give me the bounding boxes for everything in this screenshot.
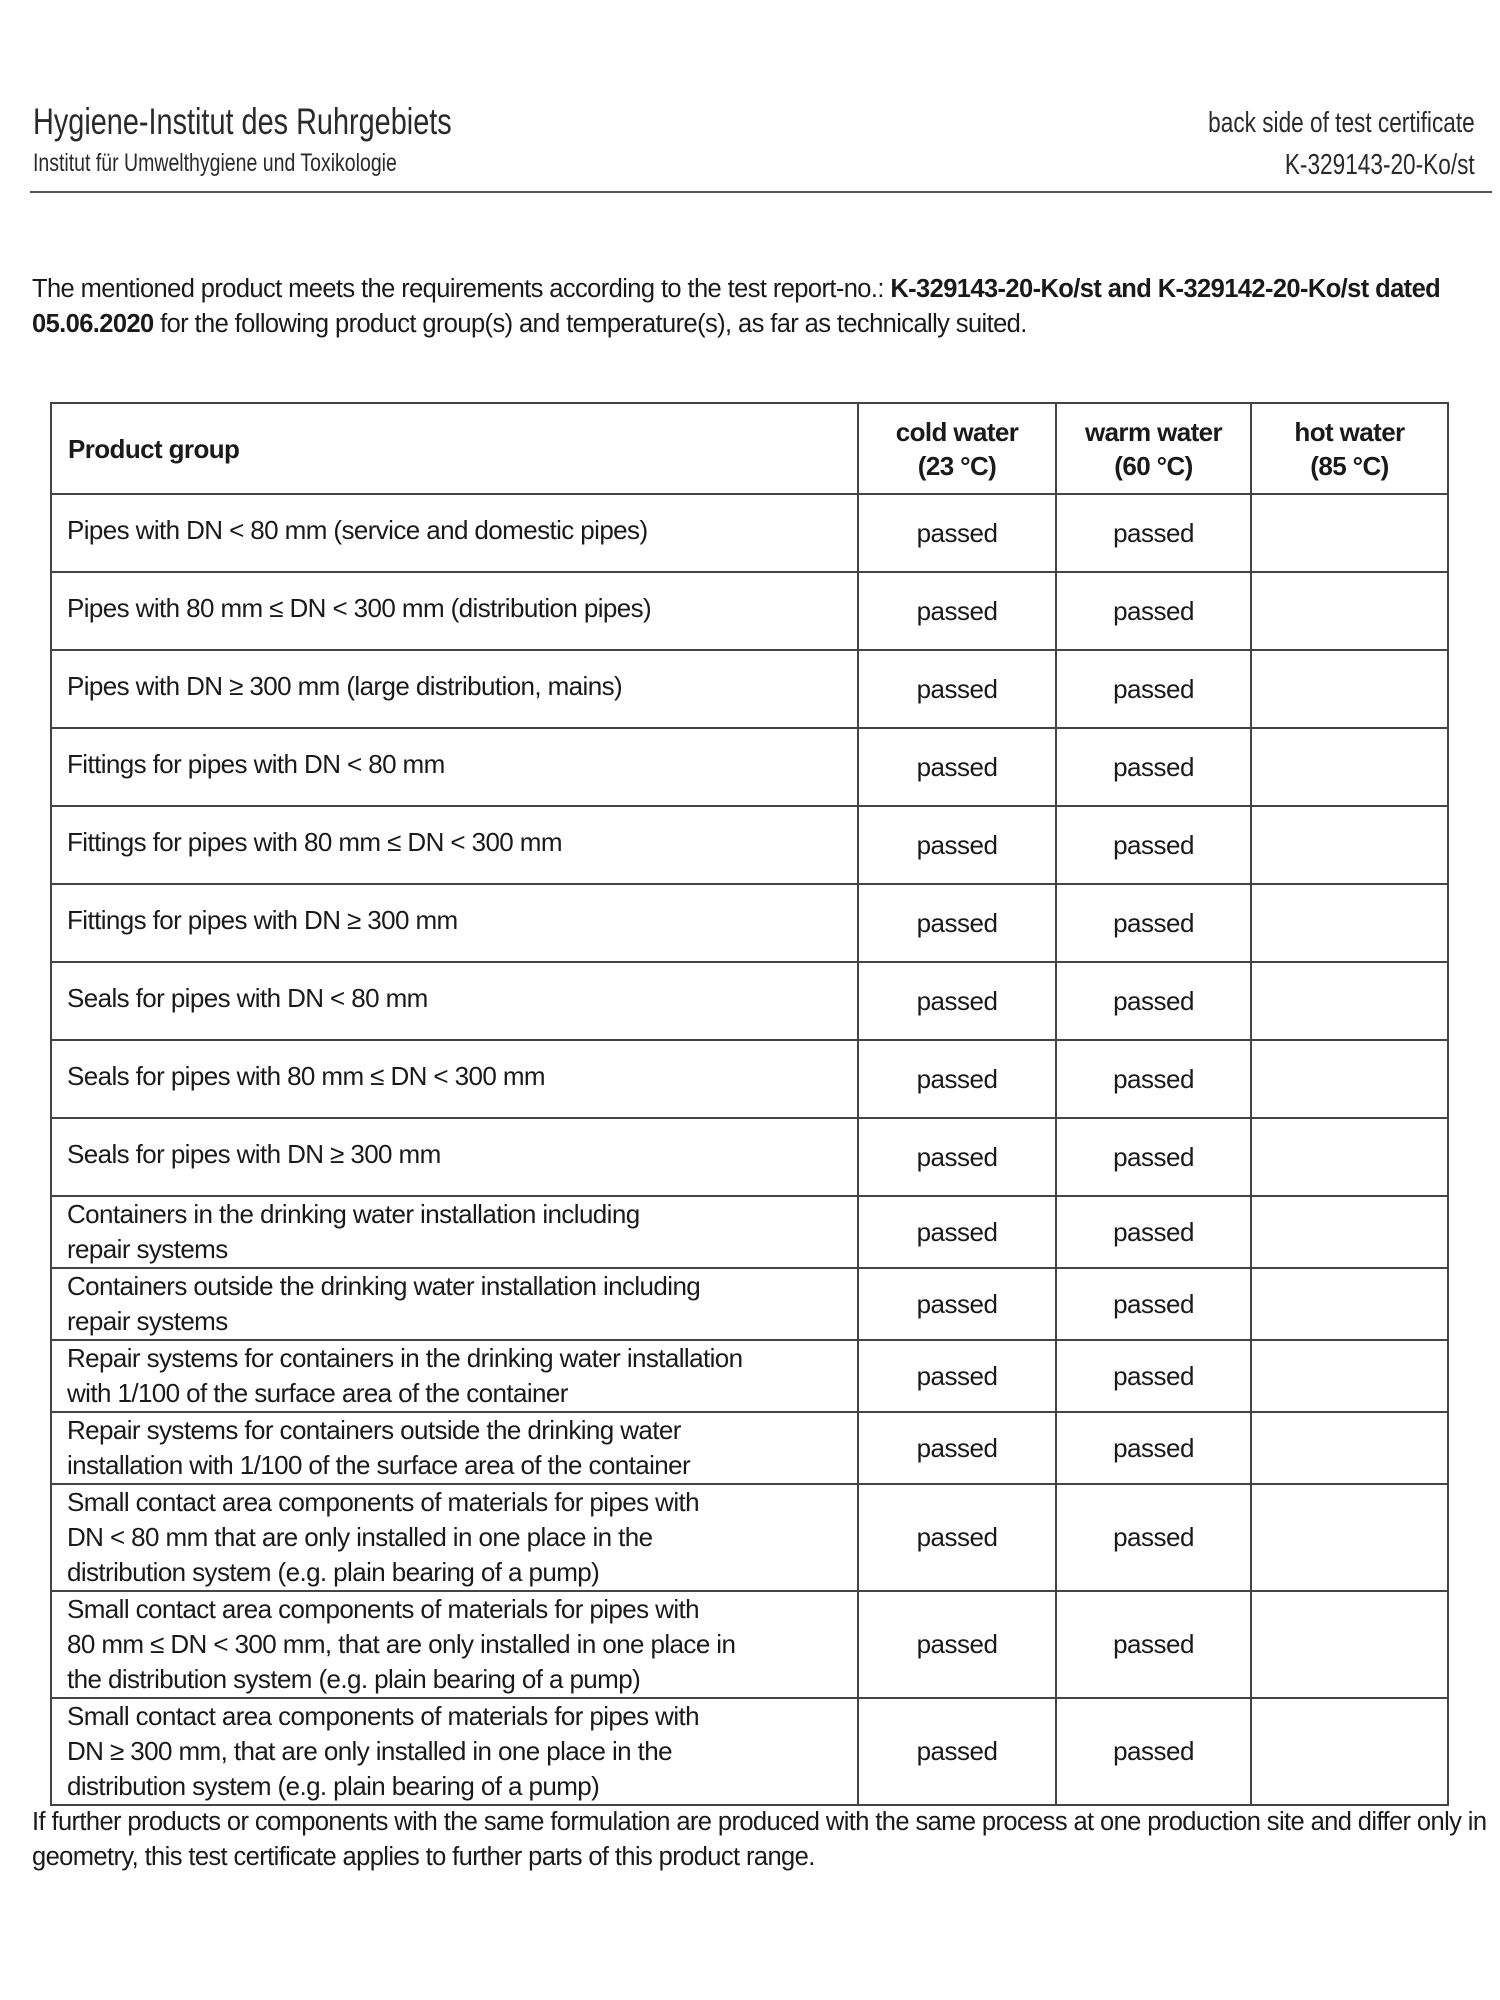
warm-water-result-cell: passed bbox=[1056, 884, 1251, 962]
document-header-left bbox=[33, 100, 570, 178]
warm-water-result-cell: passed bbox=[1056, 1118, 1251, 1196]
product-group-cell: Pipes with DN < 80 mm (service and domestic pipes) bbox=[51, 494, 858, 572]
table-row bbox=[51, 806, 1448, 884]
cold-water-result-cell: passed bbox=[858, 1196, 1056, 1268]
product-group-line: DN < 80 mm that are only installed in one place in the bbox=[67, 1522, 653, 1552]
warm-water-result-cell: passed bbox=[1056, 1040, 1251, 1118]
intro-report-refs: K-329143-20-Ko/st and K-329142-20-Ko/st dated 05.06.2020 bbox=[32, 275, 1441, 338]
warm-water-result-cell: passed bbox=[1056, 962, 1251, 1040]
product-group-line: Repair systems for containers outside the drinking water bbox=[67, 1415, 681, 1445]
department-name: Institut für Umwelthygiene und Toxikologie bbox=[33, 149, 397, 177]
product-group-line: Repair systems for containers in the drinking water installation bbox=[67, 1343, 743, 1373]
cold-water-result-cell: passed bbox=[858, 572, 1056, 650]
institute-name: Hygiene-Institut des Ruhrgebiets bbox=[33, 101, 452, 142]
warm-water-result-cell: passed bbox=[1056, 806, 1251, 884]
table-row bbox=[51, 1340, 1448, 1412]
product-group-cell bbox=[51, 1698, 858, 1805]
product-group-cell: Pipes with DN ≥ 300 mm (large distribution, mains) bbox=[51, 650, 858, 728]
product-group-cell bbox=[51, 1591, 858, 1698]
cold-water-result-cell: passed bbox=[858, 728, 1056, 806]
product-group-line: distribution system (e.g. plain bearing of a pump) bbox=[67, 1771, 600, 1801]
product-group-line: 80 mm ≤ DN < 300 mm, that are only installed in one place in bbox=[67, 1629, 736, 1659]
hot-water-result-cell bbox=[1251, 1040, 1448, 1118]
hot-water-result-cell bbox=[1251, 806, 1448, 884]
table-row bbox=[51, 572, 1448, 650]
intro-paragraph bbox=[32, 272, 1492, 342]
table-row bbox=[51, 1591, 1448, 1698]
column-header-product-group: Product group bbox=[51, 403, 858, 494]
product-group-cell bbox=[51, 1268, 858, 1340]
table-row bbox=[51, 1268, 1448, 1340]
warm-water-result-cell: passed bbox=[1056, 572, 1251, 650]
hot-water-result-cell bbox=[1251, 1340, 1448, 1412]
product-group-line: the distribution system (e.g. plain bearing of a pump) bbox=[67, 1664, 641, 1694]
product-group-cell: Seals for pipes with DN ≥ 300 mm bbox=[51, 1118, 858, 1196]
product-group-cell: Fittings for pipes with 80 mm ≤ DN < 300 mm bbox=[51, 806, 858, 884]
product-group-line: distribution system (e.g. plain bearing of a pump) bbox=[67, 1557, 600, 1587]
table-row bbox=[51, 1118, 1448, 1196]
table-row bbox=[51, 962, 1448, 1040]
cold-water-result-cell: passed bbox=[858, 884, 1056, 962]
cold-water-result-cell: passed bbox=[858, 1340, 1056, 1412]
product-group-line: Containers outside the drinking water installation including bbox=[67, 1271, 701, 1301]
warm-water-result-cell: passed bbox=[1056, 1698, 1251, 1805]
cold-water-result-cell: passed bbox=[858, 962, 1056, 1040]
product-group-line: Small contact area components of materials for pipes with bbox=[67, 1701, 699, 1731]
hot-water-result-cell bbox=[1251, 1196, 1448, 1268]
cold-water-result-cell: passed bbox=[858, 1268, 1056, 1340]
cold-water-result-cell: passed bbox=[858, 1484, 1056, 1591]
table-row bbox=[51, 494, 1448, 572]
product-group-line: repair systems bbox=[67, 1234, 228, 1264]
table-row bbox=[51, 1484, 1448, 1591]
certificate-reference: K-329143-20-Ko/st bbox=[1285, 149, 1475, 181]
hot-water-result-cell bbox=[1251, 1412, 1448, 1484]
cold-water-result-cell: passed bbox=[858, 494, 1056, 572]
hot-water-result-cell bbox=[1251, 962, 1448, 1040]
table-row bbox=[51, 1196, 1448, 1268]
warm-water-result-cell: passed bbox=[1056, 494, 1251, 572]
product-group-cell bbox=[51, 1484, 858, 1591]
intro-text-before: The mentioned product meets the requirements according to the test report-no.: bbox=[32, 275, 891, 303]
product-group-cell: Seals for pipes with 80 mm ≤ DN < 300 mm bbox=[51, 1040, 858, 1118]
warm-water-result-cell: passed bbox=[1056, 1412, 1251, 1484]
warm-water-result-cell: passed bbox=[1056, 1268, 1251, 1340]
table-row bbox=[51, 1412, 1448, 1484]
header-divider bbox=[30, 191, 1492, 193]
table-row bbox=[51, 650, 1448, 728]
product-group-cell: Fittings for pipes with DN < 80 mm bbox=[51, 728, 858, 806]
product-group-line: Small contact area components of materials for pipes with bbox=[67, 1487, 699, 1517]
footer-paragraph: If further products or components with the same formulation are produced with the same process at one production site and differ only in geometry, this test certificate applies to further parts of this product range. bbox=[32, 1808, 1487, 1871]
product-group-line: Containers in the drinking water installation including bbox=[67, 1199, 640, 1229]
hot-water-result-cell bbox=[1251, 884, 1448, 962]
cold-water-result-cell: passed bbox=[858, 1412, 1056, 1484]
warm-water-result-cell: passed bbox=[1056, 1591, 1251, 1698]
product-group-cell: Pipes with 80 mm ≤ DN < 300 mm (distribution pipes) bbox=[51, 572, 858, 650]
hot-water-result-cell bbox=[1251, 728, 1448, 806]
cold-water-result-cell: passed bbox=[858, 806, 1056, 884]
product-group-cell bbox=[51, 1196, 858, 1268]
product-group-cell: Fittings for pipes with DN ≥ 300 mm bbox=[51, 884, 858, 962]
document-header-right bbox=[1133, 106, 1475, 182]
warm-water-result-cell: passed bbox=[1056, 1484, 1251, 1591]
product-group-line: installation with 1/100 of the surface area of the container bbox=[67, 1450, 691, 1480]
table-header-row bbox=[51, 403, 1448, 494]
product-group-cell bbox=[51, 1340, 858, 1412]
hot-water-result-cell bbox=[1251, 650, 1448, 728]
product-group-line: Small contact area components of materials for pipes with bbox=[67, 1594, 699, 1624]
cold-water-result-cell: passed bbox=[858, 1698, 1056, 1805]
product-group-cell bbox=[51, 1412, 858, 1484]
hot-water-result-cell bbox=[1251, 1118, 1448, 1196]
warm-water-result-cell: passed bbox=[1056, 650, 1251, 728]
hot-water-result-cell bbox=[1251, 1268, 1448, 1340]
document-type: back side of test certificate bbox=[1208, 107, 1475, 139]
table-row bbox=[51, 1698, 1448, 1805]
product-group-table bbox=[50, 402, 1449, 1806]
hot-water-result-cell bbox=[1251, 572, 1448, 650]
hot-water-result-cell bbox=[1251, 1591, 1448, 1698]
product-group-line: repair systems bbox=[67, 1306, 228, 1336]
table-row bbox=[51, 1040, 1448, 1118]
table-row bbox=[51, 728, 1448, 806]
product-group-line: with 1/100 of the surface area of the container bbox=[67, 1378, 568, 1408]
table-row bbox=[51, 884, 1448, 962]
warm-water-result-cell: passed bbox=[1056, 1340, 1251, 1412]
column-header-cold-water: cold water (23 °C) bbox=[858, 403, 1056, 494]
column-header-hot-water: hot water (85 °C) bbox=[1251, 403, 1448, 494]
warm-water-result-cell: passed bbox=[1056, 1196, 1251, 1268]
product-group-line: DN ≥ 300 mm, that are only installed in one place in the bbox=[67, 1736, 673, 1766]
warm-water-result-cell: passed bbox=[1056, 728, 1251, 806]
cold-water-result-cell: passed bbox=[858, 1118, 1056, 1196]
product-group-cell: Seals for pipes with DN < 80 mm bbox=[51, 962, 858, 1040]
cold-water-result-cell: passed bbox=[858, 1040, 1056, 1118]
hot-water-result-cell bbox=[1251, 494, 1448, 572]
column-header-warm-water: warm water (60 °C) bbox=[1056, 403, 1251, 494]
hot-water-result-cell bbox=[1251, 1484, 1448, 1591]
intro-text-after: for the following product group(s) and temperature(s), as far as technically suited. bbox=[153, 310, 1027, 338]
cold-water-result-cell: passed bbox=[858, 1591, 1056, 1698]
hot-water-result-cell bbox=[1251, 1698, 1448, 1805]
cold-water-result-cell: passed bbox=[858, 650, 1056, 728]
